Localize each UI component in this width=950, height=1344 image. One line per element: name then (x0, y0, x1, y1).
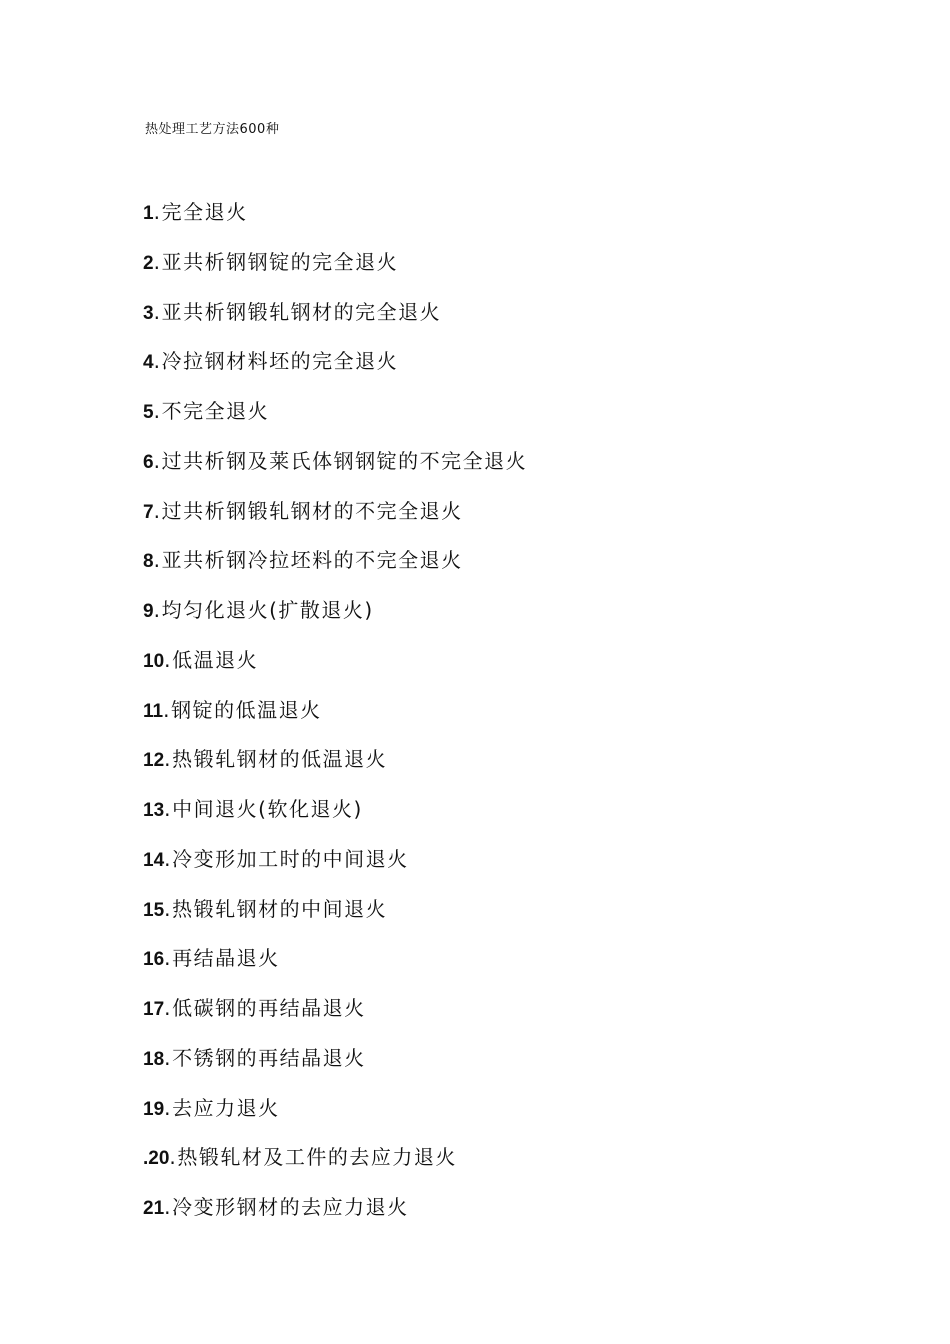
item-text: 中间退火(软化退火) (172, 797, 363, 821)
item-number: 16 (143, 949, 165, 971)
item-number: 13 (143, 800, 165, 821)
list-item (143, 794, 527, 844)
item-separator: . (153, 498, 160, 523)
item-number: .20 (143, 1148, 170, 1170)
item-separator: . (153, 448, 160, 473)
item-text: 均匀化退火(扩散退火) (161, 598, 374, 622)
item-text: 热锻轧钢材的中间退火 (172, 896, 388, 921)
item-number: 11 (143, 700, 164, 722)
item-text: 热锻轧钢材的低温退火 (172, 747, 388, 772)
item-text: 钢锭的低温退火 (171, 697, 322, 722)
item-text: 热锻轧材及工件的去应力退火 (177, 1145, 457, 1170)
list-item (143, 545, 527, 595)
list-item (143, 894, 527, 944)
item-number: 2 (143, 252, 154, 274)
item-separator: . (153, 598, 160, 622)
item-text: 亚共析钢冷拉坯料的不完全退火 (161, 548, 463, 573)
annealing-method-list (143, 197, 527, 1242)
item-text: 过共析钢及莱氏体钢钢锭的不完全退火 (161, 448, 528, 473)
item-number: 14 (143, 849, 165, 871)
list-item (143, 943, 527, 993)
item-separator: . (164, 946, 171, 971)
item-text: 完全退火 (161, 200, 248, 224)
item-number: 12 (143, 750, 165, 772)
list-item (143, 1043, 527, 1093)
item-separator: . (164, 1095, 171, 1120)
item-text: 不完全退火 (161, 399, 270, 423)
item-number: 9 (143, 601, 154, 622)
list-item (143, 346, 527, 396)
item-number: 15 (143, 899, 165, 921)
item-number: 5 (143, 402, 154, 423)
item-number: 1 (143, 203, 154, 224)
item-text: 去应力退火 (172, 1095, 280, 1120)
list-item (143, 844, 527, 894)
list-item (143, 247, 527, 297)
item-number: 19 (143, 1098, 165, 1120)
item-number: 7 (143, 501, 154, 523)
item-text: 亚共析钢钢锭的完全退火 (161, 249, 399, 274)
item-separator: . (164, 1045, 171, 1070)
list-item (143, 744, 527, 794)
list-item (143, 446, 527, 496)
list-item (143, 993, 527, 1043)
list-item (143, 197, 527, 247)
item-text: 低温退火 (172, 647, 259, 672)
item-text: 不锈钢的再结晶退火 (172, 1045, 366, 1070)
item-separator: . (153, 249, 160, 274)
list-item (143, 645, 527, 695)
item-text: 冷拉钢材料坯的完全退火 (161, 349, 399, 374)
item-text: 再结晶退火 (172, 946, 280, 971)
item-separator: . (164, 747, 171, 772)
item-number: 21 (143, 1198, 165, 1219)
item-separator: . (153, 399, 160, 423)
item-separator: . (163, 697, 170, 722)
item-separator: . (164, 1195, 171, 1219)
item-text: 过共析钢锻轧钢材的不完全退火 (161, 498, 463, 523)
item-separator: . (153, 299, 160, 324)
list-item (143, 1192, 527, 1242)
item-separator: . (153, 548, 160, 573)
list-item (143, 297, 527, 347)
item-number: 8 (143, 551, 154, 573)
item-number: 17 (143, 999, 165, 1020)
list-item (143, 496, 527, 546)
item-separator: . (169, 1145, 176, 1170)
item-text: 冷变形钢材的去应力退火 (172, 1195, 409, 1219)
item-separator: . (153, 349, 160, 374)
item-separator: . (164, 647, 171, 672)
list-item (143, 396, 527, 446)
item-number: 18 (143, 1048, 165, 1070)
item-text: 亚共析钢锻轧钢材的完全退火 (161, 299, 442, 324)
item-number: 3 (143, 302, 154, 324)
item-separator: . (164, 896, 171, 921)
item-separator: . (164, 797, 171, 821)
item-separator: . (164, 846, 171, 871)
item-number: 6 (143, 451, 154, 473)
item-number: 10 (143, 650, 165, 672)
list-item (143, 1142, 527, 1192)
item-number: 4 (143, 352, 154, 374)
page-title: 热处理工艺方法600种 (145, 122, 280, 137)
item-separator: . (164, 996, 171, 1020)
item-text: 低碳钢的再结晶退火 (172, 996, 366, 1020)
item-separator: . (153, 200, 160, 224)
list-item (143, 595, 527, 645)
item-text: 冷变形加工时的中间退火 (172, 846, 409, 871)
list-item (143, 695, 527, 745)
list-item (143, 1093, 527, 1143)
